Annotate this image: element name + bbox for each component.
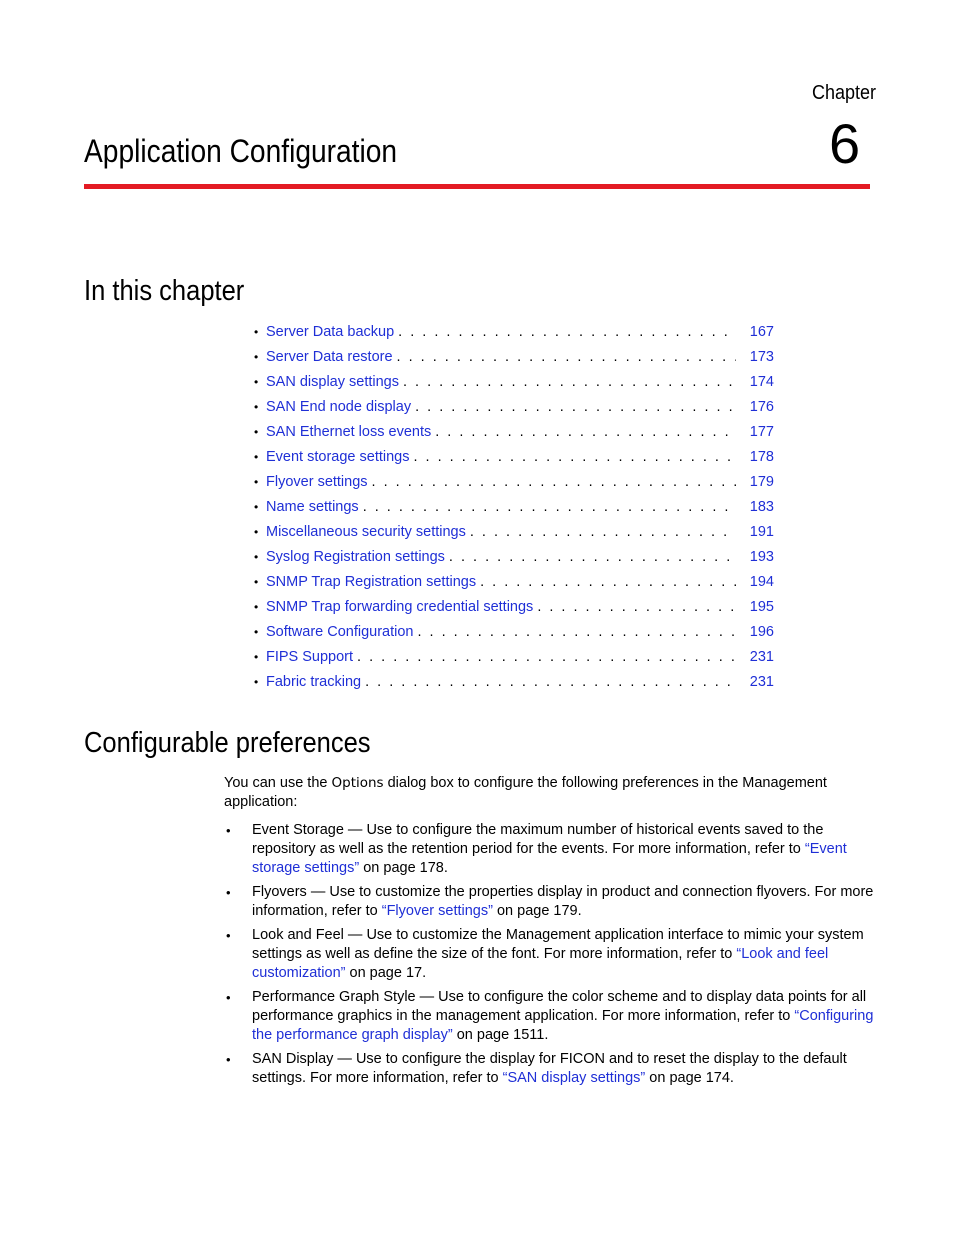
toc-entry-link[interactable]: SNMP Trap Registration settings xyxy=(266,574,477,590)
toc-page-number[interactable]: 173 xyxy=(749,349,774,365)
toc-leader-dots xyxy=(418,620,737,645)
cross-reference-link[interactable]: “Flyover settings” xyxy=(381,903,493,919)
preference-text: Performance Graph Style — Use to configure the color scheme and to display data points for all performance graphics in the management application. For more information, refer to xyxy=(252,989,867,1024)
cross-reference-link[interactable]: “SAN display settings” xyxy=(502,1070,646,1086)
toc-entry[interactable] xyxy=(254,620,774,645)
toc-entry[interactable] xyxy=(254,420,774,445)
bullet-icon: • xyxy=(226,1052,231,1067)
toc-entry-link[interactable]: Server Data restore xyxy=(266,349,393,365)
bullet-icon: • xyxy=(226,823,231,838)
toc-leader-dots xyxy=(365,670,736,695)
preference-text: Flyovers — Use to customize the properties display in product and connection flyovers. For more information, refer to xyxy=(252,884,874,919)
toc-entry[interactable] xyxy=(254,545,774,570)
toc-entry[interactable] xyxy=(254,520,774,545)
toc-entry-link[interactable]: Name settings xyxy=(266,499,359,515)
toc-page-number[interactable]: 183 xyxy=(749,499,774,515)
toc-entry-link[interactable]: Miscellaneous security settings xyxy=(266,524,466,540)
bullet-icon: • xyxy=(254,575,259,589)
preference-item xyxy=(224,926,874,983)
preference-item xyxy=(224,821,874,878)
page-reference: on page 1511. xyxy=(452,1027,549,1043)
toc-entry[interactable] xyxy=(254,645,774,670)
title-rule xyxy=(84,184,870,189)
bullet-icon: • xyxy=(226,928,231,943)
toc-leader-dots xyxy=(397,345,736,370)
toc-list xyxy=(254,320,774,695)
chapter-title: Application Configuration xyxy=(84,133,398,169)
toc-page-number[interactable]: 231 xyxy=(749,674,774,690)
bullet-icon: • xyxy=(254,400,259,414)
chapter-label: Chapter xyxy=(812,82,877,104)
toc-leader-dots xyxy=(372,470,736,495)
toc-page-number[interactable]: 196 xyxy=(749,624,774,640)
bullet-icon: • xyxy=(254,450,259,464)
cross-reference-link[interactable]: “Configuring the performance graph display” xyxy=(252,1008,874,1043)
toc-page-number[interactable]: 195 xyxy=(749,599,774,615)
toc-leader-dots xyxy=(357,645,736,670)
toc-entry[interactable] xyxy=(254,670,774,695)
toc-leader-dots xyxy=(435,420,736,445)
in-this-chapter-heading: In this chapter xyxy=(84,275,245,307)
toc-leader-dots xyxy=(449,545,736,570)
bullet-icon: • xyxy=(254,550,259,564)
toc-page-number[interactable]: 167 xyxy=(749,324,774,340)
toc-entry[interactable] xyxy=(254,470,774,495)
bullet-icon: • xyxy=(254,675,259,689)
toc-entry-link[interactable]: Flyover settings xyxy=(266,474,368,490)
toc-leader-dots xyxy=(363,495,736,520)
options-dialog-name: Options xyxy=(331,775,384,791)
toc-entry-link[interactable]: FIPS Support xyxy=(266,649,354,665)
bullet-icon: • xyxy=(226,990,231,1005)
toc-entry-link[interactable]: SNMP Trap forwarding credential settings xyxy=(266,599,534,615)
toc-entry-link[interactable]: SAN End node display xyxy=(266,399,412,415)
page-reference: on page 179. xyxy=(492,903,582,919)
intro-text-after: dialog box to configure the following preferences in the Management application: xyxy=(224,775,827,810)
toc-page-number[interactable]: 176 xyxy=(749,399,774,415)
toc-page-number[interactable]: 174 xyxy=(749,374,774,390)
toc-leader-dots xyxy=(480,570,736,595)
bullet-icon: • xyxy=(254,425,259,439)
toc-entry[interactable] xyxy=(254,320,774,345)
preference-item xyxy=(224,1050,874,1088)
bullet-icon: • xyxy=(254,475,259,489)
bullet-icon: • xyxy=(226,885,231,900)
toc-leader-dots xyxy=(398,320,736,345)
toc-leader-dots xyxy=(470,520,736,545)
chapter-number: 6 xyxy=(829,112,861,175)
preference-text: SAN Display — Use to configure the display for FICON and to reset the display to the default settings. For more information, refer to xyxy=(252,1051,847,1086)
toc-entry-link[interactable]: Syslog Registration settings xyxy=(266,549,445,565)
page-reference: on page 17. xyxy=(345,965,427,981)
bullet-icon: • xyxy=(254,525,259,539)
toc-leader-dots xyxy=(537,595,736,620)
preferences-list xyxy=(224,821,874,1093)
toc-page-number[interactable]: 179 xyxy=(749,474,774,490)
bullet-icon: • xyxy=(254,500,259,514)
toc-entry[interactable] xyxy=(254,445,774,470)
toc-leader-dots xyxy=(413,445,736,470)
page-reference: on page 178. xyxy=(359,860,448,876)
preference-text: Event Storage — Use to configure the maximum number of historical events saved to the repository as well as the retention period for the events. For more information, refer to xyxy=(252,822,824,857)
cross-reference-link[interactable]: “Look and feel customization” xyxy=(252,946,829,981)
configurable-preferences-heading: Configurable preferences xyxy=(84,727,371,759)
toc-entry-link[interactable]: SAN display settings xyxy=(266,374,399,390)
intro-paragraph xyxy=(224,774,874,812)
bullet-icon: • xyxy=(254,650,259,664)
toc-leader-dots xyxy=(403,370,736,395)
preference-text: Look and Feel — Use to customize the Management application interface to mimic your system settings as well as define the size of the font. For more information, refer to xyxy=(252,927,864,962)
preference-item xyxy=(224,883,874,921)
toc-page-number[interactable]: 194 xyxy=(749,574,774,590)
toc-entry[interactable] xyxy=(254,345,774,370)
toc-entry-link[interactable]: Event storage settings xyxy=(266,449,410,465)
cross-reference-link[interactable]: “Event storage settings” xyxy=(252,841,847,876)
toc-page-number[interactable]: 177 xyxy=(749,424,774,440)
bullet-icon: • xyxy=(254,350,259,364)
toc-page-number[interactable]: 191 xyxy=(749,524,774,540)
intro-text-before: You can use the xyxy=(224,775,332,791)
page-reference: on page 174. xyxy=(645,1070,734,1086)
bullet-icon: • xyxy=(254,325,259,339)
toc-entry[interactable] xyxy=(254,370,774,395)
toc-entry[interactable] xyxy=(254,595,774,620)
toc-entry[interactable] xyxy=(254,495,774,520)
toc-entry-link[interactable]: Fabric tracking xyxy=(266,674,362,690)
toc-entry-link[interactable]: SAN Ethernet loss events xyxy=(266,424,432,440)
toc-page-number[interactable]: 193 xyxy=(749,549,774,565)
toc-page-number[interactable]: 178 xyxy=(749,449,774,465)
bullet-icon: • xyxy=(254,625,259,639)
bullet-icon: • xyxy=(254,375,259,389)
toc-entry-link[interactable]: Server Data backup xyxy=(266,324,395,340)
toc-page-number[interactable]: 231 xyxy=(749,649,774,665)
toc-entry-link[interactable]: Software Configuration xyxy=(266,624,414,640)
toc-entry[interactable] xyxy=(254,395,774,420)
bullet-icon: • xyxy=(254,600,259,614)
toc-leader-dots xyxy=(415,395,736,420)
toc-entry[interactable] xyxy=(254,570,774,595)
preference-item xyxy=(224,988,874,1045)
